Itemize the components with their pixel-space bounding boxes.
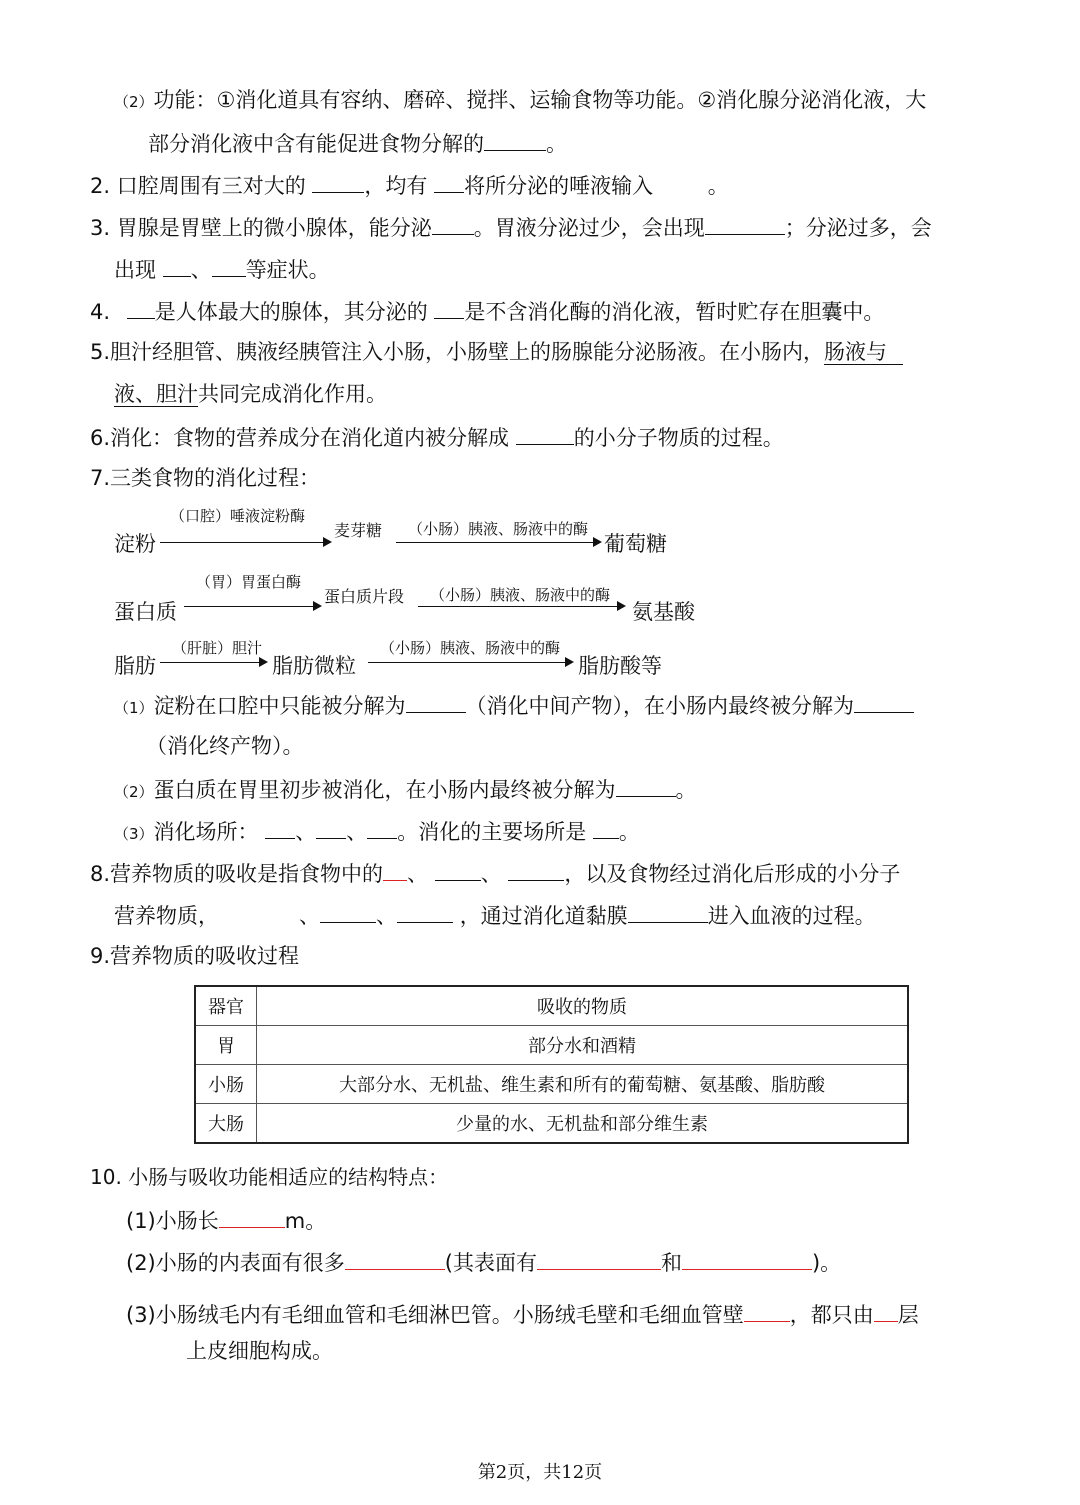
q5-underline-b: 液、胆汁 <box>114 382 198 406</box>
q3-blank-3[interactable] <box>163 254 191 277</box>
q6-text-b: 的小分子物质的过程。 <box>573 426 784 450</box>
q7a-text-c: （消化终产物）。 <box>146 734 304 758</box>
q10-p1-blank[interactable] <box>219 1205 285 1228</box>
q3-text-f: 等症状。 <box>245 258 330 282</box>
q10-p3-text-c: 层 <box>897 1303 919 1327</box>
q10-p3-text-b: ，都只由 <box>789 1303 874 1327</box>
q10-p3-text-a: (3)小肠绒毛内有毛细血管和毛细淋巴管。小肠绒毛壁和毛细血管壁 <box>126 1303 744 1327</box>
q10-p1-text-a: (1)小肠长 <box>126 1209 219 1233</box>
q6-text-a: 消化：食物的营养成分在消化道内被分解成 <box>110 426 510 450</box>
table-row <box>195 1065 908 1104</box>
flow-protein-start: 蛋白质 <box>114 600 177 624</box>
table-cell-substance: 大部分水、无机盐、维生素和所有的葡萄糖、氨基酸、脂肪酸 <box>257 1065 909 1104</box>
q1b-number: （2） <box>114 93 154 111</box>
flow-fat-mid: 脂肪微粒 <box>272 654 356 678</box>
q4-number: 4. <box>90 300 111 324</box>
q8-text-d: ，通过消化道黏膜 <box>459 904 628 928</box>
q10-p2-blank-1[interactable] <box>345 1247 445 1270</box>
q3-line1 <box>90 212 932 242</box>
flow-fat-arrow-1 <box>160 662 266 663</box>
q1b-blank[interactable] <box>484 128 546 151</box>
flow-protein-label-2: （小肠）胰液、肠液中的酶 <box>430 586 611 604</box>
q10-number: 10. <box>90 1165 122 1189</box>
q2-end: 。 <box>707 174 729 198</box>
table-cell-substance: 少量的水、无机盐和部分维生素 <box>257 1104 909 1144</box>
q10-p1-text-b: m。 <box>284 1209 327 1233</box>
q8-text-c: 营养物质， <box>114 904 219 928</box>
flow-starch-arrow-1 <box>160 542 330 543</box>
page-footer: 第2页，共12页 <box>477 1462 603 1483</box>
q2-line <box>90 170 729 200</box>
q8-number: 8. <box>90 862 111 886</box>
table-cell-substance: 部分水和酒精 <box>257 1026 909 1065</box>
q10-p3-blank-2[interactable] <box>874 1299 898 1322</box>
q10-p3-text-d: 上皮细胞构成。 <box>186 1339 333 1363</box>
q4-text-b: 是不含消化酶的消化液，暂时贮存在胆囊中。 <box>464 300 885 324</box>
q7a-blank-2[interactable] <box>854 690 914 713</box>
q8-line2 <box>114 900 876 930</box>
q10-line <box>90 1163 448 1191</box>
q8-text-b: ，以及食物经过消化后形成的小分子 <box>564 862 901 886</box>
flow-starch-mid: 麦芽糖 <box>334 521 383 540</box>
q4-text-a: 是人体最大的腺体，其分泌的 <box>154 300 428 324</box>
q5-line2 <box>114 380 387 408</box>
q10-p2-text-c: 和 <box>660 1251 682 1275</box>
q10-p2-blank-2[interactable] <box>537 1247 661 1270</box>
table-cell-organ: 胃 <box>195 1026 257 1065</box>
q3-text-c: ；分泌过多，会 <box>784 216 932 240</box>
q8-sep-4: 、 <box>376 904 397 928</box>
q3-number: 3. <box>90 216 111 240</box>
q3-sep: 、 <box>190 258 212 282</box>
q10-title: 小肠与吸收功能相适应的结构特点： <box>128 1165 449 1189</box>
q7b-line <box>114 774 697 806</box>
q3-text-d: 出现 <box>114 258 156 282</box>
q7-title: 三类食物的消化过程： <box>110 466 321 490</box>
q2-text-c: 将所分泌的唾液输入 <box>464 174 654 198</box>
q10-p2-blank-3[interactable] <box>682 1247 812 1270</box>
q10-p2-line <box>126 1247 841 1277</box>
q3-text-b: 。胃液分泌过少，会出现 <box>473 216 705 240</box>
q10-p2-text-b: (其表面有 <box>444 1251 537 1275</box>
q8-blank-5[interactable] <box>397 900 453 923</box>
q10-p3-blank-1[interactable] <box>744 1299 790 1322</box>
flow-protein-mid: 蛋白质片段 <box>324 587 405 606</box>
q7c-line <box>114 816 640 848</box>
q2-text-a: 口腔周围有三对大的 <box>116 174 306 198</box>
q6-number: 6. <box>90 426 111 450</box>
q8-blank-3[interactable] <box>508 858 564 881</box>
table-header-organ: 器官 <box>195 986 257 1026</box>
q1b-end: 。 <box>546 132 567 156</box>
table-cell-organ: 小肠 <box>195 1065 257 1104</box>
flow-protein-end: 氨基酸 <box>632 600 695 624</box>
q8-blank-6[interactable] <box>628 900 708 923</box>
q8-sep-3: 、 <box>299 904 320 928</box>
flow-fat-start: 脂肪 <box>114 654 156 678</box>
q10-p2-text-d: )。 <box>811 1251 842 1275</box>
q1b-text-b: 部分消化液中含有能促进食物分解的 <box>148 132 484 156</box>
q5-text-b: 共同完成消化作用。 <box>198 382 387 406</box>
q7a-text-a: 淀粉在口腔中只能被分解为 <box>153 694 406 718</box>
table-cell-organ: 大肠 <box>195 1104 257 1144</box>
q3-blank-4[interactable] <box>212 254 246 277</box>
flow-protein-label-1: （胃）胃蛋白酶 <box>196 573 302 591</box>
q3-blank-1[interactable] <box>432 212 474 235</box>
q4-line <box>90 296 884 326</box>
q5-underline-a: 肠液与 <box>824 340 903 365</box>
q6-blank[interactable] <box>516 422 574 445</box>
flow-starch-label-1: （口腔）唾液淀粉酶 <box>170 507 306 525</box>
q7a-line1 <box>114 690 914 722</box>
q10-p3-line1 <box>126 1299 919 1329</box>
q7-number: 7. <box>90 466 111 490</box>
q2-blank-1[interactable] <box>312 170 364 193</box>
q8-blank-1[interactable] <box>383 858 407 881</box>
q7b-text-a: 蛋白质在胃里初步被消化，在小肠内最终被分解为 <box>153 778 616 802</box>
q4-blank-2[interactable] <box>434 296 464 319</box>
q8-sep-2: 、 <box>480 862 502 886</box>
q7c-blank-3[interactable] <box>367 816 397 839</box>
q7a-blank-1[interactable] <box>406 690 466 713</box>
q7b-number: （2） <box>114 783 154 801</box>
q1b-line1 <box>114 86 926 116</box>
flow-fat-label-1: （肝脏）胆汁 <box>172 639 263 657</box>
q7-line <box>90 464 320 492</box>
flow-protein-arrow-2 <box>418 606 624 607</box>
q7b-end: 。 <box>675 778 697 802</box>
flow-fat-label-2: （小肠）胰液、肠液中的酶 <box>380 639 561 657</box>
q10-p1-line <box>126 1205 326 1235</box>
q2-blank-2[interactable] <box>434 170 464 193</box>
q8-blank-2[interactable] <box>435 858 481 881</box>
q8-sep-1: 、 <box>407 862 429 886</box>
q7c-text-a: 消化场所： <box>153 820 259 844</box>
q3-line2 <box>114 254 330 284</box>
q10-p3-line2 <box>186 1337 333 1365</box>
q5-text-a: 胆汁经胆管、胰液经胰管注入小肠，小肠壁上的肠腺能分泌肠液。在小肠内， <box>110 340 825 364</box>
flow-starch-start: 淀粉 <box>114 532 156 556</box>
table-row <box>195 1104 908 1144</box>
q7a-text-b: （消化中间产物），在小肠内最终被分解为 <box>465 694 855 718</box>
flow-starch-arrow-2 <box>396 542 600 543</box>
q2-number: 2. <box>90 174 111 198</box>
flow-protein-arrow-1 <box>184 606 320 607</box>
q8-text-a: 营养物质的吸收是指食物中的 <box>110 862 384 886</box>
q7c-sep-2: 、 <box>346 820 368 844</box>
flow-starch-end: 葡萄糖 <box>604 532 667 556</box>
table-header-substance: 吸收的物质 <box>257 986 909 1026</box>
q7c-sep-1: 、 <box>295 820 317 844</box>
absorption-table <box>194 985 909 1144</box>
q9-title: 营养物质的吸收过程 <box>110 944 300 968</box>
q3-text-a: 胃腺是胃壁上的微小腺体，能分泌 <box>116 216 432 240</box>
flow-fat-arrow-2 <box>368 662 572 663</box>
table-header-row <box>195 986 908 1026</box>
q1b-text-a: 功能：①消化道具有容纳、磨碎、搅拌、运输食物等功能。②消化腺分泌消化液，大 <box>153 88 927 112</box>
q7b-blank[interactable] <box>616 774 676 797</box>
q7c-blank-2[interactable] <box>316 816 346 839</box>
q8-line1 <box>90 858 900 888</box>
q9-line <box>90 942 299 970</box>
q2-text-b: ，均有 <box>364 174 428 198</box>
q7a-line2 <box>146 732 304 760</box>
q7a-number: （1） <box>114 699 154 717</box>
table-row <box>195 1026 908 1065</box>
q7c-number: （3） <box>114 825 154 843</box>
q3-blank-2[interactable] <box>705 212 785 235</box>
q8-text-e: 进入血液的过程。 <box>707 904 876 928</box>
q1b-line2 <box>148 128 567 158</box>
q5-line1 <box>90 338 903 366</box>
q8-blank-4[interactable] <box>320 900 376 923</box>
q7c-blank-1[interactable] <box>265 816 295 839</box>
q4-blank-1[interactable] <box>127 296 155 319</box>
q5-number: 5. <box>90 340 111 364</box>
q10-p2-text-a: (2)小肠的内表面有很多 <box>126 1251 345 1275</box>
flow-starch-label-2: （小肠）胰液、肠液中的酶 <box>408 520 589 538</box>
q7c-end: 。 <box>618 820 640 844</box>
flow-fat-end: 脂肪酸等 <box>578 654 662 678</box>
q9-number: 9. <box>90 944 111 968</box>
q7c-blank-4[interactable] <box>593 816 619 839</box>
q6-line <box>90 422 784 452</box>
q7c-text-d: 。消化的主要场所是 <box>397 820 587 844</box>
